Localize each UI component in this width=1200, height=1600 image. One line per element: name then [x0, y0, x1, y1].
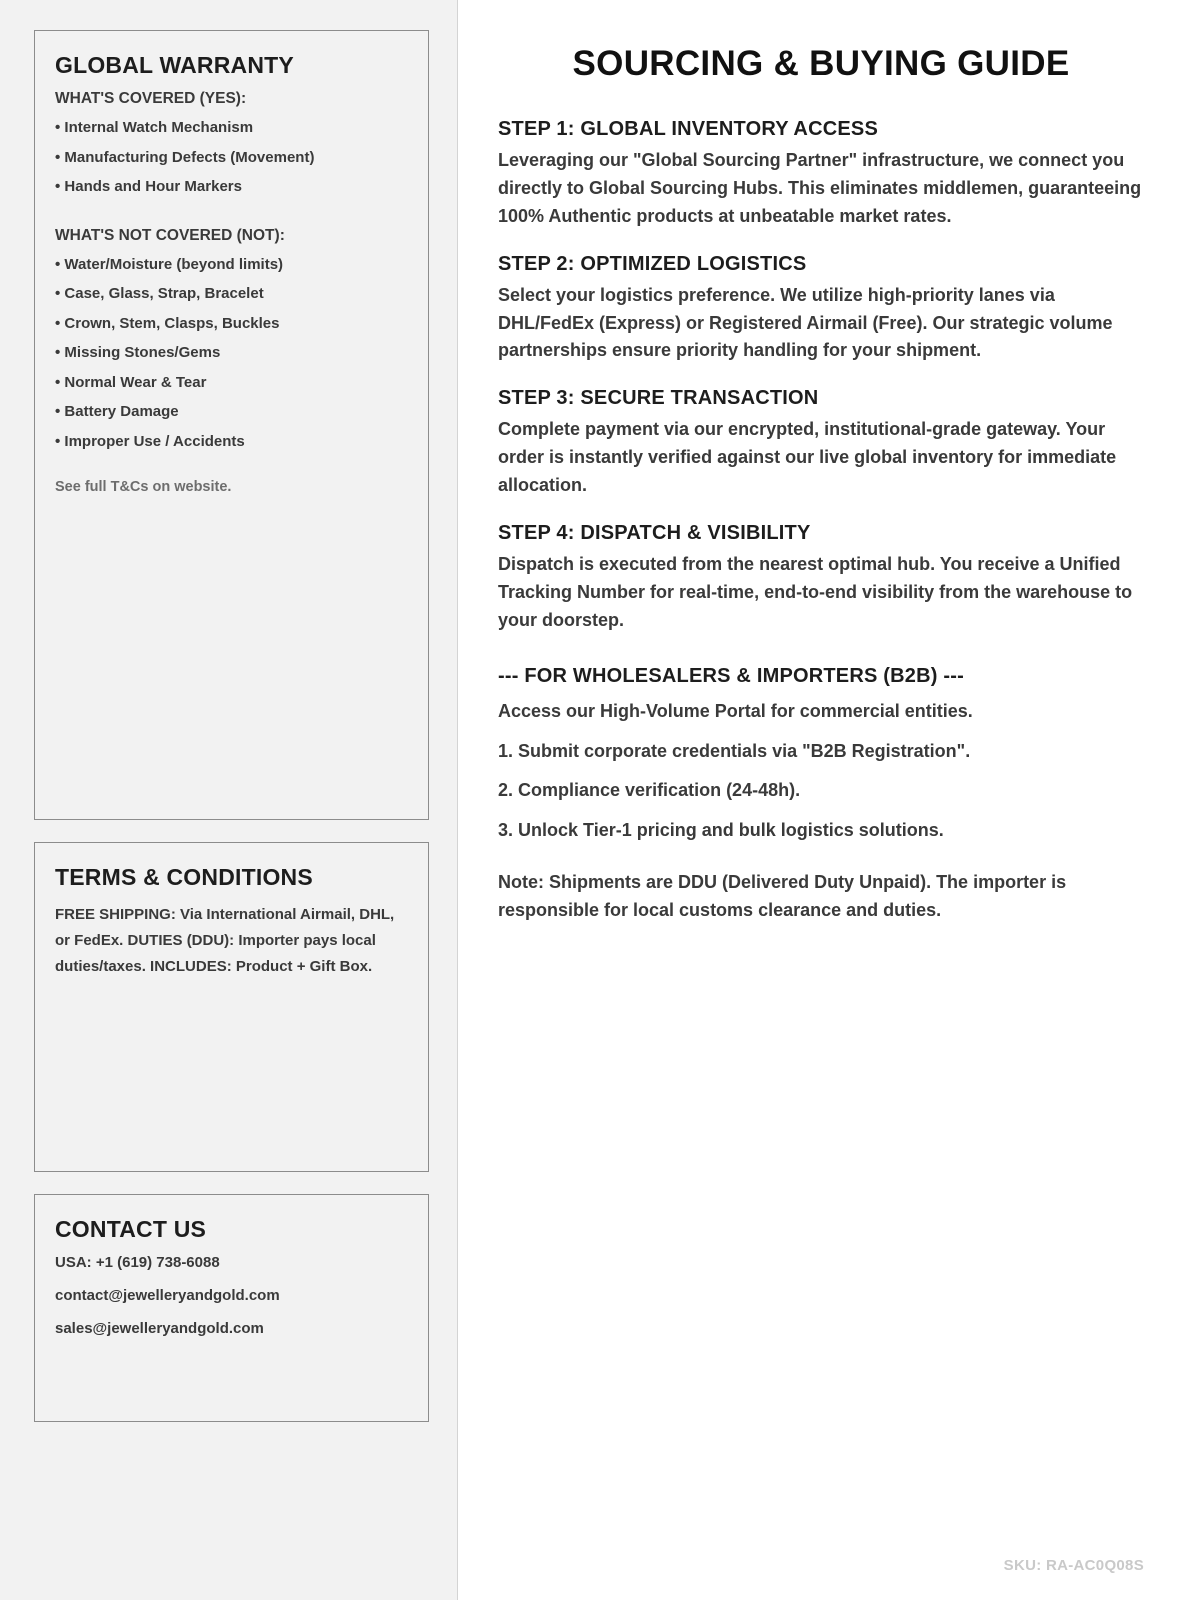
terms-title: TERMS & CONDITIONS — [55, 864, 313, 890]
contact-title: CONTACT US — [55, 1216, 207, 1242]
step-4 — [498, 522, 1144, 635]
step-3-title: STEP 3: SECURE TRANSACTION — [498, 387, 819, 410]
step-1-title: STEP 1: GLOBAL INVENTORY ACCESS — [498, 118, 878, 140]
contact-us-panel — [34, 1194, 429, 1422]
step-3 — [498, 387, 1144, 500]
warranty-not-covered-item: • Missing Stones/Gems — [55, 344, 221, 362]
step-4-title: STEP 4: DISPATCH & VISIBILITY — [498, 522, 811, 545]
warranty-covered-item: • Manufacturing Defects (Movement) — [55, 148, 315, 166]
step-1 — [498, 118, 1144, 231]
warranty-not-covered-item: • Battery Damage — [55, 403, 179, 421]
warranty-footnote: See full T&Cs on website. — [55, 479, 232, 496]
step-3-body: Complete payment via our encrypted, institutional-grade gateway. Your order is instantly verified against our live global inventory for immediate allocation. — [498, 419, 1117, 496]
step-4-body: Dispatch is executed from the nearest optimal hub. You receive a Unified Tracking Number for real-time, end-to-end visibility from the warehouse to your doorstep. — [498, 554, 1133, 630]
b2b-intro: Access our High-Volume Portal for commercial entities. — [498, 700, 973, 721]
page-title: SOURCING & BUYING GUIDE — [572, 44, 1070, 83]
warranty-not-covered-item: • Improper Use / Accidents — [55, 432, 245, 450]
warranty-covered-item: • Internal Watch Mechanism — [55, 119, 254, 137]
contact-phone[interactable]: USA: +1 (619) 738-6088 — [55, 1254, 220, 1272]
left-sidebar — [0, 0, 458, 1600]
contact-email-primary[interactable]: contact@jewelleryandgold.com — [55, 1287, 280, 1305]
sku-label: SKU: RA-AC0Q08S — [1003, 1557, 1144, 1574]
global-warranty-panel — [34, 30, 429, 820]
step-1-body: Leveraging our "Global Sourcing Partner" infrastructure, we connect you directly to Global Sourcing Hubs. This eliminates middlemen, guaranteeing 100% Authentic products at unbeatable market rates. — [498, 150, 1142, 226]
terms-body: FREE SHIPPING: Via International Airmail, DHL, or FedEx. DUTIES (DDU): Importer pays local duties/taxes. INCLUDES: Product + Gift Box. — [55, 906, 395, 975]
b2b-section — [498, 665, 1144, 925]
warranty-not-covered-heading: WHAT'S NOT COVERED (NOT): — [55, 226, 285, 244]
warranty-title: GLOBAL WARRANTY — [55, 52, 294, 78]
b2b-item: 3. Unlock Tier-1 pricing and bulk logistics solutions. — [498, 820, 944, 841]
step-2-body: Select your logistics preference. We utilize high-priority lanes via DHL/FedEx (Express) or Registered Airmail (Free). Our strategic volume partnerships ensure priority handling for your shipment. — [498, 284, 1113, 361]
warranty-not-covered-item: • Case, Glass, Strap, Bracelet — [55, 285, 264, 303]
warranty-covered-item: • Hands and Hour Markers — [55, 178, 242, 196]
terms-conditions-panel — [34, 842, 429, 1172]
b2b-note: Note: Shipments are DDU (Delivered Duty Unpaid). The importer is responsible for local customs clearance and duties. — [498, 872, 1067, 921]
b2b-item: 2. Compliance verification (24-48h). — [498, 780, 801, 801]
warranty-not-covered-item: • Normal Wear & Tear — [55, 373, 207, 391]
warranty-not-covered-item: • Crown, Stem, Clasps, Buckles — [55, 314, 280, 332]
warranty-not-covered-item: • Water/Moisture (beyond limits) — [55, 255, 284, 273]
step-2 — [498, 253, 1144, 366]
b2b-item: 1. Submit corporate credentials via "B2B Registration". — [498, 740, 971, 761]
step-2-title: STEP 2: OPTIMIZED LOGISTICS — [498, 252, 807, 275]
warranty-covered-heading: WHAT'S COVERED (YES): — [55, 90, 247, 108]
contact-email-sales[interactable]: sales@jewelleryandgold.com — [55, 1320, 264, 1338]
main-content — [458, 0, 1200, 1600]
b2b-title: --- FOR WHOLESALERS & IMPORTERS (B2B) --- — [498, 664, 964, 687]
